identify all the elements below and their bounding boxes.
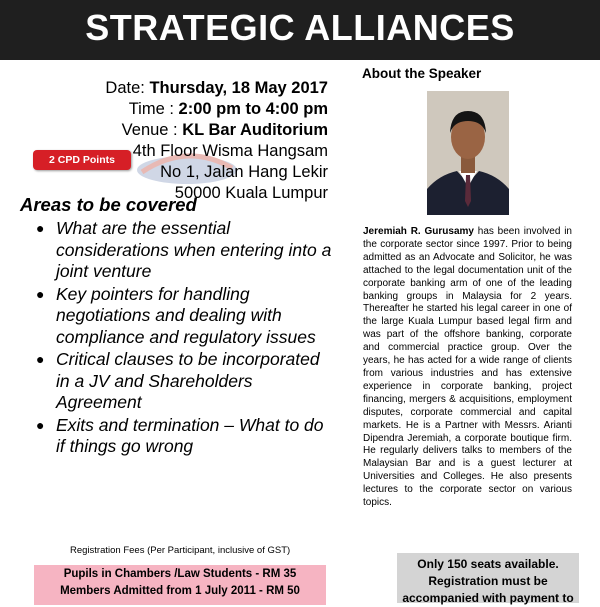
cpd-points-badge: 2 CPD Points: [33, 150, 131, 170]
list-item-text: What are the essential considerations when entering into a joint venture: [56, 218, 332, 281]
event-time: [0, 99, 328, 120]
speaker-photo: [427, 91, 509, 215]
seats-line: Registration must be: [428, 574, 548, 588]
address-line: 4th Floor Wisma Hangsam: [132, 142, 328, 160]
page-title: STRATEGIC ALLIANCES: [85, 7, 515, 48]
address-line: No 1, Jalan Hang Lekir: [160, 163, 328, 181]
bullet-icon: ●: [36, 351, 45, 367]
fee-line: Members Admitted from 1 July 2011 - RM 50: [60, 585, 300, 597]
event-venue: [0, 120, 328, 141]
list-item: [34, 349, 334, 414]
time-value: 2:00 pm to 4:00 pm: [178, 100, 328, 118]
fees-box: [34, 565, 326, 605]
list-item: [34, 218, 334, 283]
title-banner: [0, 0, 600, 60]
bullet-icon: ●: [36, 416, 45, 433]
speaker-portrait-icon: [427, 91, 509, 215]
date-value: Thursday, 18 May 2017: [149, 79, 328, 97]
speaker-heading: About the Speaker: [362, 66, 482, 81]
bullet-icon: ●: [36, 285, 45, 302]
speaker-bio: [363, 226, 572, 510]
seats-notice: [397, 553, 579, 603]
list-item-text: Critical clauses to be incorporated in a JV and Shareholders Agreement: [56, 349, 320, 412]
list-item: [34, 284, 334, 349]
time-label: Time :: [128, 100, 179, 118]
address-line: 50000 Kuala Lumpur: [174, 184, 328, 202]
event-details: [0, 78, 328, 204]
fee-line: Pupils in Chambers /Law Students - RM 35: [63, 568, 297, 580]
areas-list: [34, 218, 334, 459]
date-label: Date:: [105, 79, 150, 97]
list-item-text: Exits and termination – What to do if things go wrong: [56, 414, 324, 456]
event-date: [0, 78, 328, 99]
venue-label: Venue :: [121, 121, 183, 139]
list-item: [34, 415, 334, 458]
areas-heading: Areas to be covered: [20, 194, 197, 215]
seats-line: Only 150 seats available.: [417, 557, 559, 571]
seats-line: accompanied with payment to: [402, 591, 574, 605]
bullet-icon: ●: [36, 220, 45, 236]
fees-heading: Registration Fees (Per Participant, inclusive of GST): [70, 545, 291, 556]
venue-value: KL Bar Auditorium: [182, 121, 328, 139]
speaker-name: Jeremiah R. Gurusamy: [363, 226, 474, 237]
list-item-text: Key pointers for handling negotiations and dealing with compliance and regulatory issues: [56, 283, 316, 347]
speaker-bio-text: has been involved in the corporate sector since 1997. Prior to being admitted as an Advocate and Solicitor, he was attached to the legal documentation unit of the corporate banking arm of one of the leading banking groups in Malaysia for 2 years. Thereafter he started his legal career in one of the large Kuala Lumpur based legal firm and was part of the offshore banking, corporate and commercial practice group. Over the years, he has acted for a wide range of clients from various industries and has extensive experience in corporate banking, project financing, mergers & acquisitions, employment disputes, corporate commercial and capital markets. He is a Partner with Messrs. Arianti Dipendra Jeremiah, a corporate boutique firm. He regularly delivers talks to members of the Malaysian Bar and is a guest lecturer at Universities and Colleges. He also presents lectures to the corporate sector on various topics.: [363, 226, 572, 509]
